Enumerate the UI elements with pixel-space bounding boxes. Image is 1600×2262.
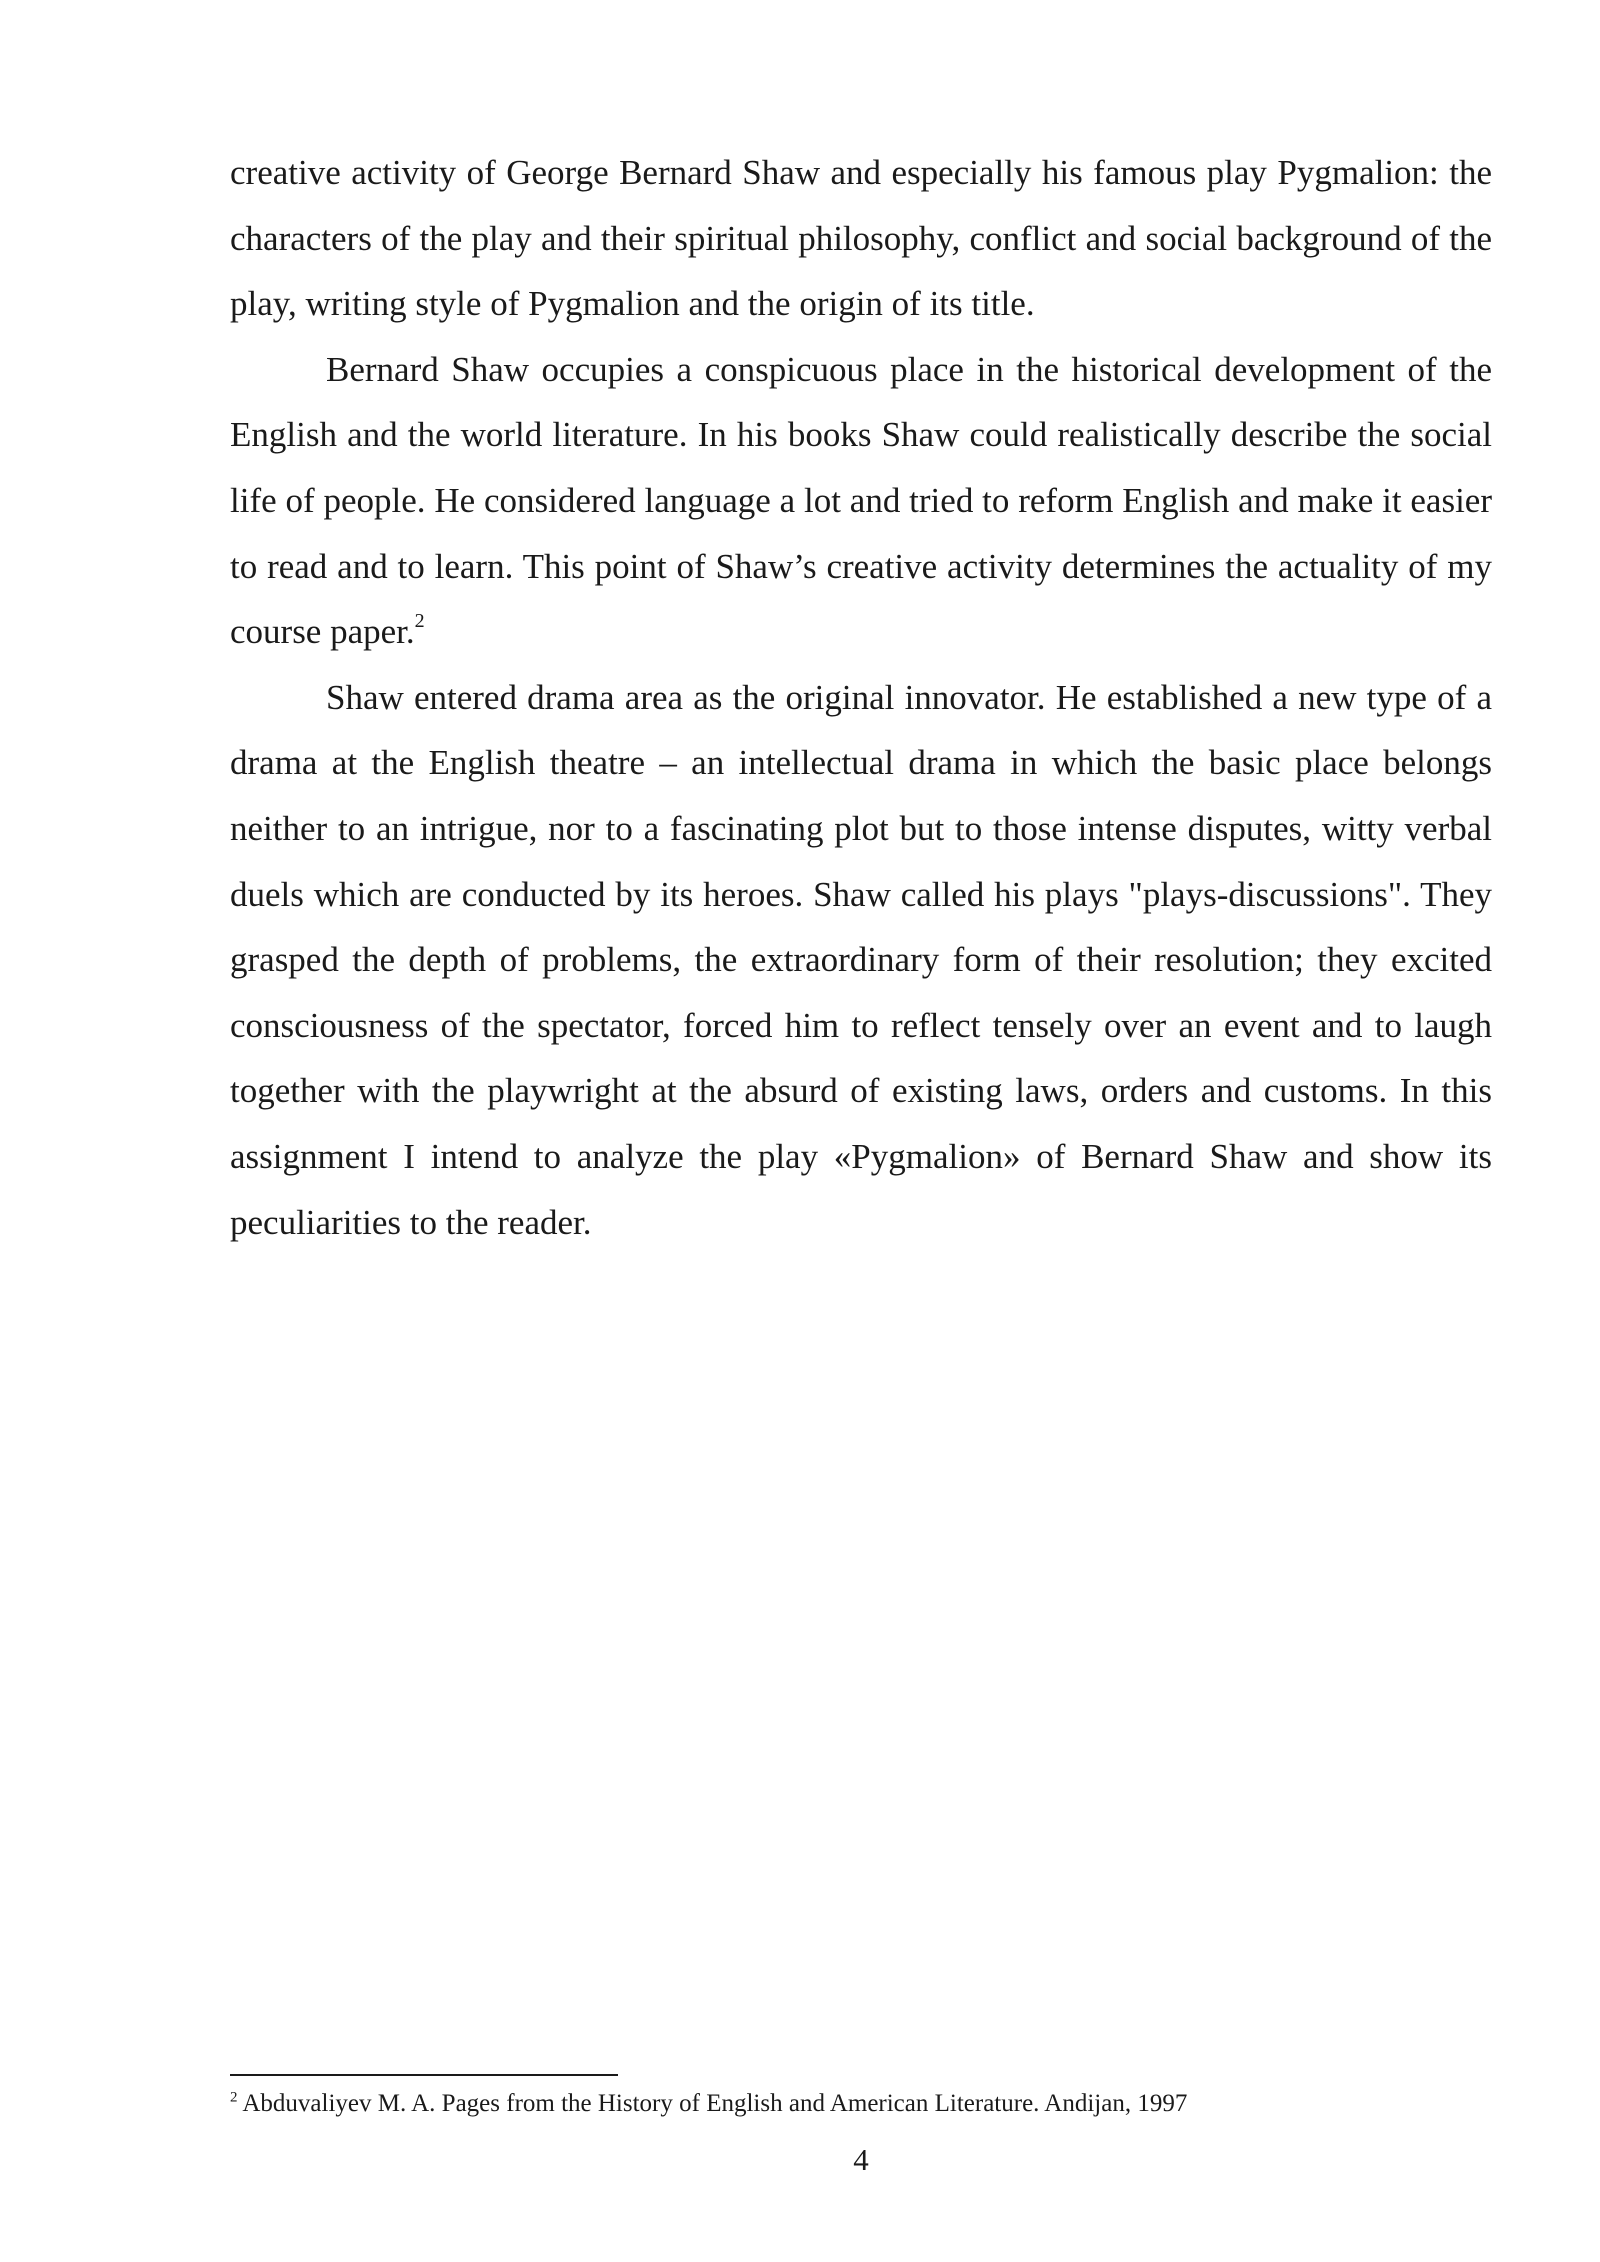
footnote-marker: 2 [230,2089,238,2106]
footnote-separator [230,2074,618,2076]
footnote-text: Abduvaliyev M. A. Pages from the History of English and American Literature. Andijan, 1997 [242,2090,1188,2117]
footnote [230,2086,1492,2122]
paragraph [230,140,1492,337]
page-number: 4 [853,2142,869,2177]
paragraph-text: Bernard Shaw occupies a conspicuous place in the historical development of the English and the world literature. In his books Shaw could realistically describe the social life of people. He considered language a lot and tried to reform English and make it easier to read and to learn. This point of Shaw’s creative activity determines the actuality of my course paper. [230,349,1492,652]
paragraph-text: creative activity of George Bernard Shaw and especially his famous play Pygmalion: the characters of the play and their spiritual philosophy, conflict and social background of the play, writing style of Pygmalion and the origin of its title. [230,153,1492,324]
footnote-reference[interactable]: 2 [414,609,425,632]
paragraph [230,337,1492,665]
paragraph [230,665,1492,1255]
body-text [230,140,1492,1255]
paragraph-text: Shaw entered drama area as the original innovator. He established a new type of a drama at the English theatre – an intellectual drama in which the basic place belongs neither to an intrigue, nor to a fascinating plot but to those intense disputes, witty verbal duels which are conducted by its heroes. Shaw called his plays "plays-discussions". They grasped the depth of problems, the extraordinary form of their resolution; they excited consciousness of the spectator, forced him to reflect tensely over an event and to laugh together with the playwright at the absurd of existing laws, orders and customs. In this assignment I intend to analyze the play «Pygmalion» of Bernard Shaw and show its peculiarities to the reader. [230,677,1492,1242]
